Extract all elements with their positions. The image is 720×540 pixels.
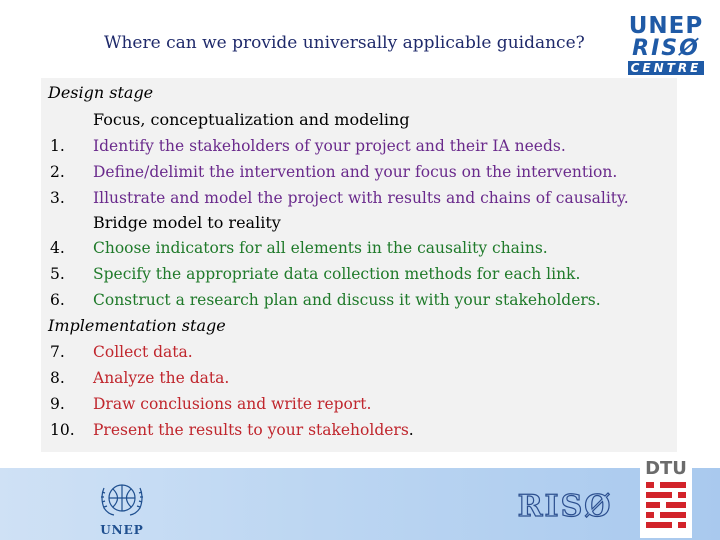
step-text: Draw conclusions and write report.	[93, 395, 372, 413]
implementation-stage-heading: Implementation stage	[48, 316, 226, 335]
step-text: Specify the appropriate data collection methods for each link.	[93, 265, 581, 283]
step-number: 2.	[50, 163, 65, 181]
unep-emblem-label: UNEP	[100, 523, 144, 537]
step-number: 1.	[50, 137, 65, 155]
logo-unep-text: UNEP	[628, 13, 704, 39]
riso-logo	[510, 486, 620, 522]
dtu-logo	[640, 454, 692, 538]
unep-emblem-icon	[92, 474, 152, 538]
step-number: 6.	[50, 291, 65, 309]
bridge-heading: Bridge model to reality	[93, 213, 281, 232]
logo-centre-text: CENTRE	[628, 61, 704, 75]
step-text-period: .	[408, 421, 414, 439]
step-text: Choose indicators for all elements in the causality chains.	[93, 239, 548, 257]
step-text: Define/delimit the intervention and your focus on the intervention.	[93, 163, 618, 181]
step-number: 3.	[50, 189, 65, 207]
step-number: 5.	[50, 265, 65, 283]
focus-heading: Focus, conceptualization and modeling	[93, 110, 410, 129]
design-stage-heading: Design stage	[48, 83, 154, 102]
step-number: 10.	[50, 421, 75, 439]
step-number: 4.	[50, 239, 65, 257]
unep-riso-centre-logo	[624, 14, 708, 76]
logo-riso-text: RISØ	[632, 36, 700, 61]
step-text: Collect data.	[93, 343, 193, 361]
step-text-main: Present the results to your stakeholders	[93, 421, 409, 439]
step-number: 8.	[50, 369, 65, 387]
slide-title: Where can we provide universally applicable guidance?	[104, 33, 585, 53]
footer-band	[0, 458, 720, 540]
step-number: 9.	[50, 395, 65, 413]
step-text: Illustrate and model the project with results and chains of causality.	[93, 189, 629, 207]
step-text: Identify the stakeholders of your project and their IA needs.	[93, 137, 566, 155]
step-text: Construct a research plan and discuss it with your stakeholders.	[93, 291, 601, 309]
step-text	[93, 421, 414, 439]
dtu-logo-text: DTU	[645, 458, 687, 479]
step-number: 7.	[50, 343, 65, 361]
step-text: Analyze the data.	[93, 369, 230, 387]
riso-logo-text: RISØ	[517, 489, 613, 522]
